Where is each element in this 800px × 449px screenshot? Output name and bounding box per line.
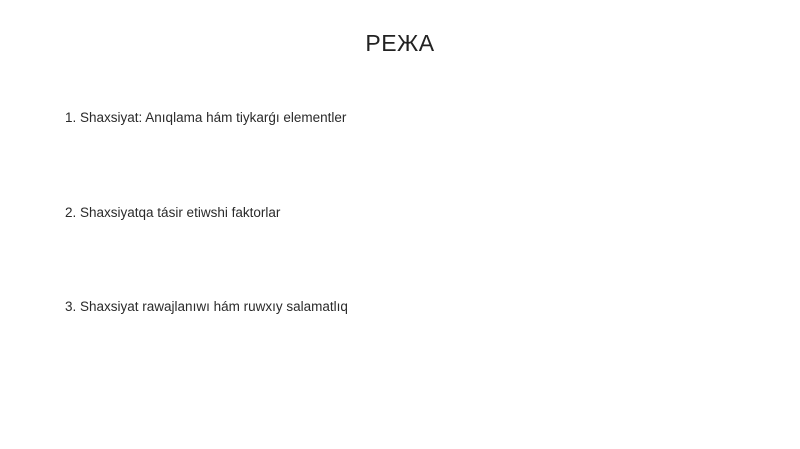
agenda-list [65,109,765,393]
agenda-item: 2. Shaxsiyatqa tásir etiwshi faktorlar [65,204,281,220]
agenda-item: 3. Shaxsiyat rawajlanıwı hám ruwxıy salamatlıq [65,299,348,314]
agenda-item: 1. Shaxsiyat: Anıqlama hám tiykarǵı elementler [65,110,347,125]
slide-title: РЕЖА [365,30,435,56]
